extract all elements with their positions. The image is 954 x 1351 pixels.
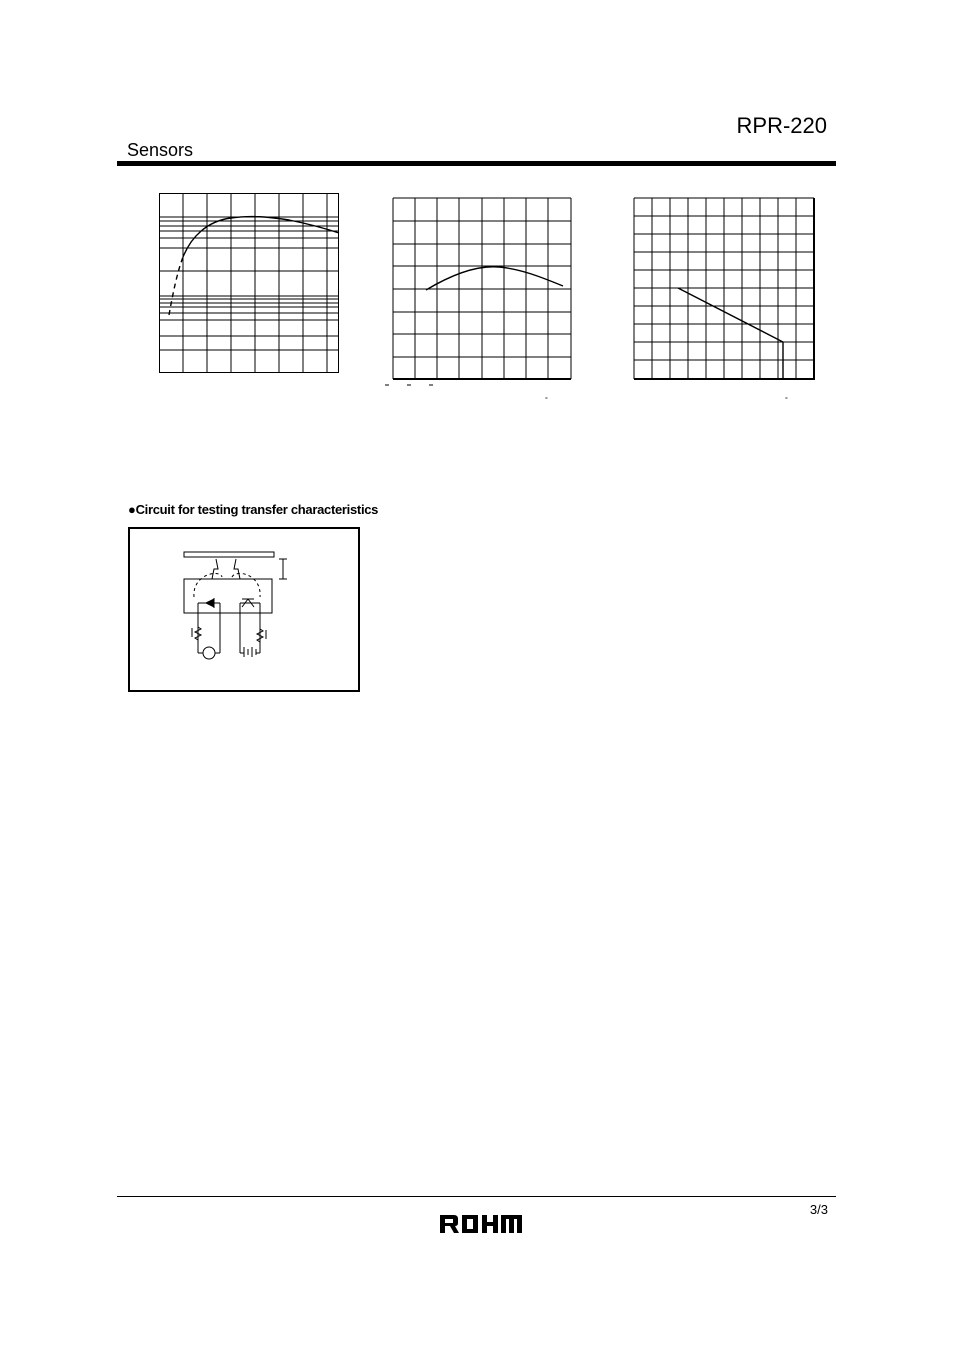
- graph-1-curve: [183, 217, 339, 257]
- page-number: 3/3: [809, 1202, 828, 1217]
- footer-rule: [117, 1196, 836, 1197]
- bullet-icon: ●: [128, 502, 136, 517]
- graph-2-grid: [393, 198, 571, 379]
- circuit-diagram-frame: [128, 527, 360, 692]
- graph-3-curve: [678, 288, 783, 379]
- rohm-logo: [438, 1213, 524, 1235]
- header-rule: [117, 161, 836, 166]
- ray-out: [234, 559, 240, 579]
- receive-path: [232, 573, 260, 597]
- section-title-text: Circuit for testing transfer characteristics: [135, 502, 379, 517]
- category-label: Sensors: [127, 140, 194, 160]
- ray-in: [212, 559, 218, 579]
- graph-2-curve: [426, 267, 563, 290]
- circuit-diagram: [130, 529, 358, 690]
- graph-3: [630, 197, 830, 407]
- graph-1-curve-dashed: [169, 257, 183, 315]
- graph-2: [381, 197, 581, 407]
- graph-1-grid: [159, 193, 339, 373]
- graph-3-grid: [634, 198, 814, 379]
- section-title: [128, 502, 378, 517]
- ammeter-icon: [203, 647, 215, 659]
- sensor-body: [184, 579, 272, 613]
- graph-2-unit-mark: °: [545, 397, 548, 404]
- graph-1: [159, 193, 341, 375]
- graph-3-unit-mark: °: [785, 397, 788, 404]
- emit-path: [194, 573, 222, 597]
- reflector-plate: [184, 552, 274, 557]
- part-number: RPR-220: [736, 113, 827, 138]
